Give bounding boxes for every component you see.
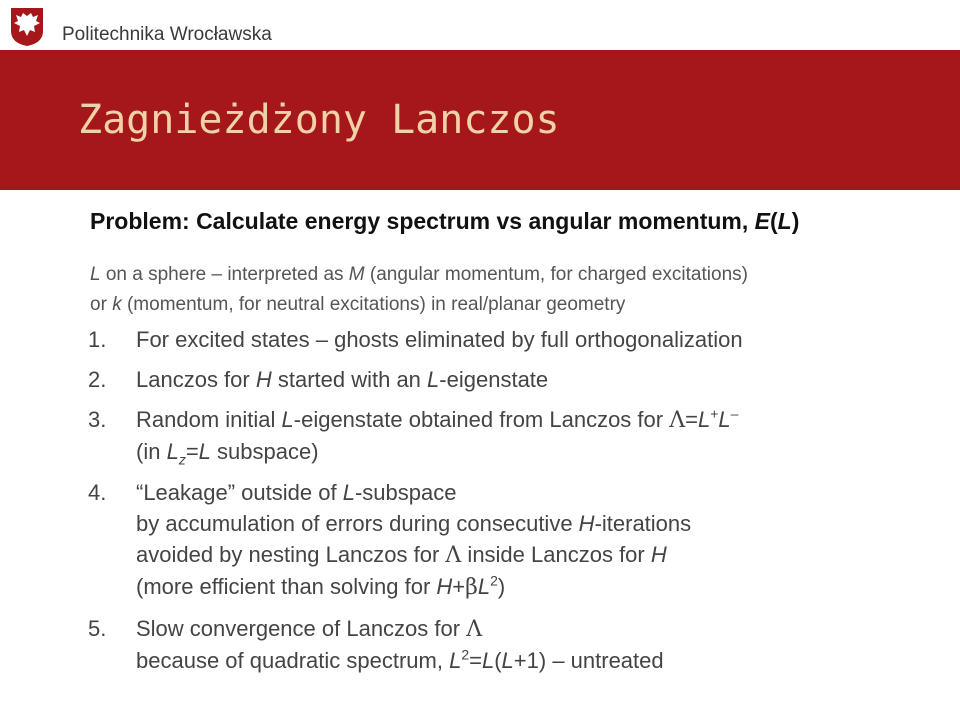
list-item-4: 4. “Leakage” outside of L-subspace by accumulation of errors during consecutive H-iterations avoided by nesting Lanczos for Λ inside Lanczos for H (more efficient than solving for $H+\beta L^2$) <box>88 480 692 600</box>
list-item-5: 5. Slow convergence of Lanczos for Λ because of quadratic spectrum, $L^2=L(L+1)$ – untreated <box>88 616 664 673</box>
list-item-1: 1. For excited states – ghosts eliminated by full orthogonalization <box>88 327 743 352</box>
list-item-3: 3. Random initial L-eigenstate obtained from Lanczos for Λ=L+L– (in $L_z=L$ subspace) <box>88 405 739 468</box>
intro-paragraph <box>90 260 748 320</box>
university-name: Politechnika Wrocławska <box>62 24 272 45</box>
problem-statement: Problem: Calculate energy spectrum vs angular momentum, E(L) <box>90 208 800 234</box>
university-eagle-logo-icon <box>10 7 44 47</box>
slide-content <box>0 190 960 720</box>
list-item-2: 2. Lanczos for H started with an L-eigenstate <box>88 367 549 392</box>
header <box>0 0 960 50</box>
slide-title: Zagnieżdżony Lanczos <box>78 97 560 143</box>
intro-line-1: L on a sphere – interpreted as M (angular momentum, for charged excitations) <box>90 264 748 285</box>
intro-line-2: or k (momentum, for neutral excitations) in real/planar geometry <box>90 294 626 315</box>
